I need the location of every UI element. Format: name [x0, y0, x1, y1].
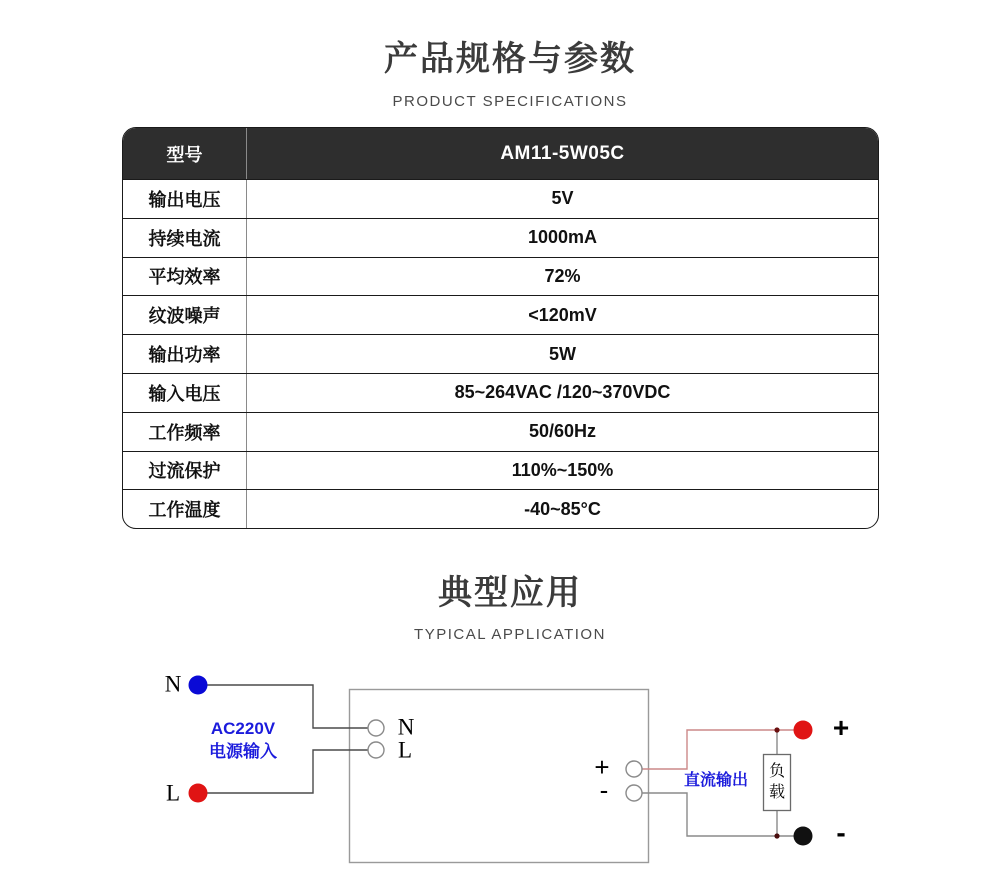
live-terminal — [368, 742, 384, 758]
row-label-cell: 持续电流 — [123, 219, 247, 257]
row-label-cell: 纹波噪声 — [123, 296, 247, 334]
ac-input-line1: AC220V — [210, 719, 276, 738]
table-row — [123, 451, 878, 490]
row-label-cell: 输出功率 — [123, 335, 247, 373]
module-neutral-label: N — [397, 714, 415, 740]
row-value-cell: <120mV — [528, 304, 597, 325]
row-value-cell: 110%~150% — [511, 459, 614, 480]
negative-terminal — [626, 785, 642, 801]
module-positive-label: + — [594, 752, 610, 782]
source-live-dot — [189, 784, 208, 803]
output-positive-dot — [794, 721, 813, 740]
row-label-cell: 工作频率 — [123, 413, 247, 451]
row-label-cell: 工作温度 — [123, 490, 247, 528]
source-neutral-dot — [189, 676, 208, 695]
row-value-cell: 50/60Hz — [528, 421, 597, 442]
module-live-label: L — [397, 737, 413, 763]
load-label: 负载 — [768, 763, 785, 801]
row-value-cell: 72% — [544, 265, 581, 286]
application-subtitle: TYPICAL APPLICATION — [414, 626, 606, 643]
circuit-svg — [0, 655, 1000, 893]
negative-junction-dot — [774, 833, 779, 838]
source-neutral-label: N — [164, 671, 182, 697]
model-value-cell: AM11-5W05C — [500, 142, 625, 164]
page-title: 产品规格与参数 — [384, 40, 636, 78]
row-value-cell: 5V — [551, 188, 574, 209]
dc-output-label: 直流输出 — [683, 772, 749, 789]
table-row — [123, 218, 878, 257]
table-header-row — [123, 128, 878, 179]
row-label-cell: 平均效率 — [123, 258, 247, 296]
table-row — [123, 412, 878, 451]
output-positive-label: + — [832, 712, 850, 743]
application-title: 典型应用 — [438, 574, 582, 612]
row-value-cell: 85~264VAC /120~370VDC — [454, 382, 671, 403]
model-header-cell: 型号 — [123, 128, 247, 179]
positive-terminal — [626, 761, 642, 777]
row-label-cell: 输入电压 — [123, 374, 247, 412]
row-label-cell: 输出电压 — [123, 180, 247, 218]
page-subtitle: PRODUCT SPECIFICATIONS — [392, 93, 628, 110]
row-label-cell: 过流保护 — [123, 452, 247, 490]
table-row — [123, 179, 878, 218]
output-negative-dot — [794, 827, 813, 846]
source-live-label: L — [165, 780, 181, 806]
table-row — [123, 257, 878, 296]
output-negative-label: - — [836, 817, 846, 848]
circuit-diagram — [0, 655, 1000, 893]
table-row — [123, 373, 878, 412]
positive-junction-dot — [774, 727, 779, 732]
table-row — [123, 295, 878, 334]
neutral-terminal — [368, 720, 384, 736]
table-row — [123, 334, 878, 373]
row-value-cell: -40~85°C — [524, 498, 601, 519]
row-value-cell: 5W — [549, 343, 576, 364]
ac-input-label — [209, 717, 277, 763]
module-negative-label: - — [599, 775, 609, 805]
ac-input-line2: 电源输入 — [209, 742, 277, 761]
table-row — [123, 489, 878, 528]
row-value-cell: 1000mA — [527, 227, 598, 248]
spec-table — [122, 127, 879, 529]
